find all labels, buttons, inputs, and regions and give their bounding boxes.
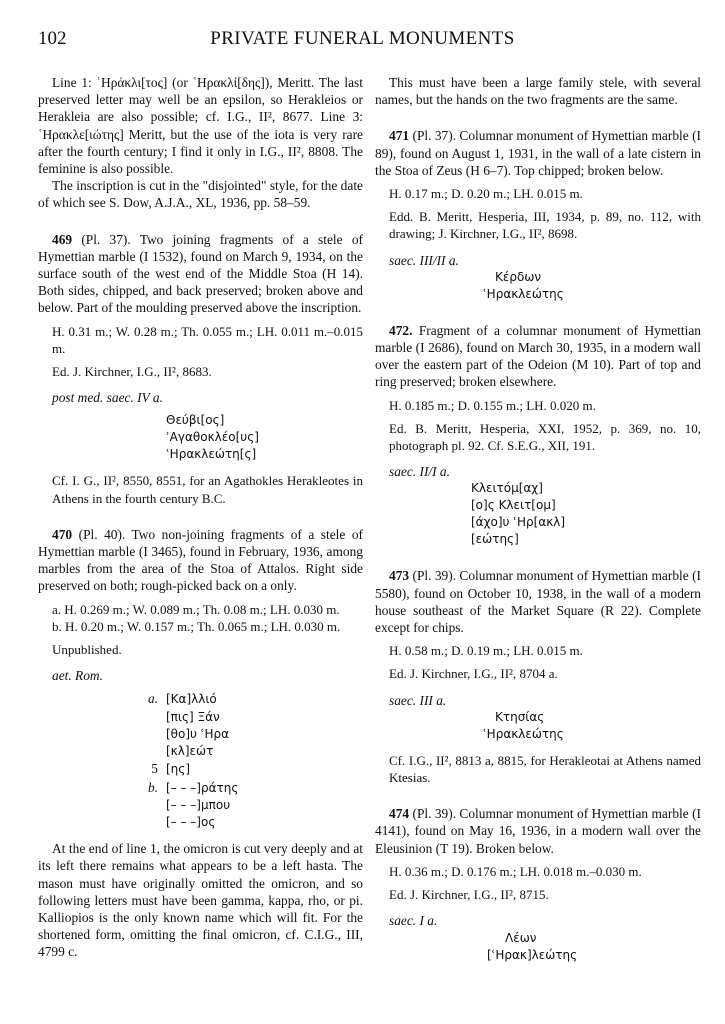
entry-471-date: saec. III/II a. [389, 252, 459, 268]
entry-474-edition: Ed. J. Kirchner, I.G., II², 8715. [389, 887, 549, 903]
entry-471-measures: H. 0.17 m.; D. 0.20 m.; LH. 0.015 m. [389, 186, 583, 202]
entry-469-edition: Ed. J. Kirchner, I.G., II², 8683. [52, 364, 212, 380]
inscription-label: a. [147, 691, 158, 707]
inscription-line: [κλ]εώτ [166, 744, 214, 759]
entry-471-description [375, 127, 701, 179]
inscription-line: ʿΗρακλεώτης [483, 286, 564, 301]
page-number: 102 [38, 28, 67, 49]
entry-471-inscription [375, 269, 701, 303]
inscription-label: b. [147, 779, 158, 795]
entry-470-edition: Unpublished. [52, 642, 122, 658]
inscription-line: [θο]υ ʿΗρα [166, 726, 230, 741]
entry-469-text: (Pl. 37). Two joining fragments of a stele of Hymettian marble (I 1532), found on March 9, 1934, on the surface south of the west end of the Middle Stoa (H 14). Both sides, chipped, and back preserved; broken above and below. Part of the moulding preserved above the inscription. [38, 231, 363, 316]
inscription-line: [ʿΗρακ]λεώτης [487, 947, 578, 962]
entry-473-inscription [375, 709, 701, 743]
entry-473-edition: Ed. J. Kirchner, I.G., II², 8704 a. [389, 666, 558, 682]
inscription-line: [– – –]ος [166, 814, 216, 829]
entry-472-number: 472. [389, 322, 413, 338]
inscription-line: [άχο]υ ʿΗρ[ακλ] [471, 515, 566, 530]
inscription-line: [ης] [166, 762, 191, 777]
entry-470-description [38, 526, 363, 595]
entry-472-measures: H. 0.185 m.; D. 0.155 m.; LH. 0.020 m. [389, 397, 596, 413]
inscription-line: [ο]ς Κλειτ[ομ] [471, 498, 556, 513]
intro-paragraph-1: Line 1: ʿΗράκλι[τος] (or ʿΗρακλί[δης]), Meritt. The last preserved letter may well be an epsilon, so Herakleios or Herakleia are also possible; cf. I.G., II², 8677. Line 3: ʿΗρακλε[ιώτης] Meritt, but the use of the iota is very rare after the fourth century; I find it only in I.G., II², 8808. The feminine is also possible. [38, 75, 363, 177]
entry-473-text: (Pl. 39). Columnar monument of Hymettian marble (I 5580), found on October 10, 1938, in the wall of a modern house southeast of the Market Square (R 22). Complete except for chips. [375, 568, 701, 636]
entry-470-measures-b: b. H. 0.20 m.; W. 0.157 m.; Th. 0.065 m.; LH. 0.030 m. [52, 618, 341, 634]
inscription-line: Θεύβι[ος] [166, 413, 225, 428]
inscription-line: ʿΗρακλεώτης [483, 726, 564, 741]
inscription-line: [εώτης] [471, 532, 519, 547]
entry-472-description [375, 322, 701, 391]
inscription-line: [Κα]λλιό [166, 692, 217, 707]
entry-473-number: 473 [389, 568, 410, 584]
intro-paragraph-2: The inscription is cut in the "disjointed" style, for the date of which see S. Dow, A.J.A., XL, 1936, pp. 58–59. [38, 178, 363, 211]
entry-469-number: 469 [52, 231, 73, 247]
right-column [375, 74, 701, 964]
inscription-line: [– – –]μπου [166, 797, 231, 812]
entry-470-comment: At the end of line 1, the omicron is cut very deeply and at its left there remains what appears to be a left hasta. The mason must have originally omitted the omicron, and so following letters must have been gamma, kappa, rho, or pi. Kalliopios is the only known name which will fit. For the shortened form, omitting the final omicron, cf. C.I.G., III, 4799 c. [38, 841, 363, 960]
entry-470-text: (Pl. 40). Two non-joining fragments of a stele of Hymettian marble (I 3465), found in February, 1936, among marbles from the area of the Stoa of Attalos. Right side preserved on both; rough-picked back on a only. [38, 526, 363, 594]
inscription-label: 5 [151, 761, 158, 777]
entry-473-measures: H. 0.58 m.; D. 0.19 m.; LH. 0.015 m. [389, 643, 583, 659]
entry-472-text: Fragment of a columnar monument of Hymettian marble (I 2686), found on March 30, 1935, in a modern wall over the eastern part of the Odeion (M 10). Part of top and ring preserved; broken elsewhere. [375, 322, 701, 390]
entry-474-date: saec. I a. [389, 913, 438, 929]
entry-470-date: aet. Rom. [52, 668, 103, 684]
entry-471-text: (Pl. 37). Columnar monument of Hymettian marble (I 89), found on August 1, 1931, in the wall of a late cistern in the Stoa of Zeus (H 6–7). Top chipped; broken below. [375, 128, 701, 178]
entry-469-comment: Cf. I. G., II², 8550, 8551, for an Agathokles Herakleotes in Athens in the fourth century B.C. [52, 473, 363, 506]
entry-474-text: (Pl. 39). Columnar monument of Hymettian marble (I 4141), found on May 16, 1936, in a modern wall over the Eleusinion (T 19). Broken below. [375, 806, 701, 856]
entry-470-inscription [38, 690, 363, 831]
inscription-line: [πις] Ξάν [166, 709, 220, 724]
entry-474-inscription [375, 930, 701, 964]
inscription-line: Λέων [505, 930, 537, 945]
entry-469-inscription [38, 412, 363, 463]
entry-473-description [375, 567, 701, 636]
right-intro: This must have been a large family stele, with several names, but the hands on the two fragments are the same. [375, 75, 701, 108]
entry-473-comment: Cf. I.G., II², 8813 a, 8815, for Herakleotai at Athens named Ktesias. [389, 752, 701, 786]
inscription-line: ʿΗρακλεώτη[ς] [166, 447, 257, 462]
inscription-line: Κτησίας [495, 709, 545, 724]
inscription-line: Κέρδων [495, 269, 542, 284]
entry-474-number: 474 [389, 806, 410, 822]
inscription-line: [– – –]ράτης [166, 780, 239, 795]
inscription-line: Κλειτόμ[αχ] [471, 481, 543, 496]
entry-474-measures: H. 0.36 m.; D. 0.176 m.; LH. 0.018 m.–0.030 m. [389, 863, 642, 879]
entry-469-date: post med. saec. IV a. [52, 390, 163, 406]
entry-471-edition: Edd. B. Meritt, Hesperia, III, 1934, p. 89, no. 112, with drawing; J. Kirchner, I.G., II², 8698. [389, 209, 701, 242]
entry-470-measures-a: a. H. 0.269 m.; W. 0.089 m.; Th. 0.08 m.; LH. 0.030 m. [52, 601, 340, 617]
running-title: PRIVATE FUNERAL MONUMENTS [210, 28, 515, 49]
entry-470-number: 470 [52, 526, 73, 542]
left-column [38, 74, 363, 961]
entry-472-date: saec. II/I a. [389, 464, 450, 480]
entry-474-description [375, 805, 701, 857]
entry-471-number: 471 [389, 128, 410, 144]
entry-472-inscription [375, 480, 701, 548]
entry-472-edition: Ed. B. Meritt, Hesperia, XXI, 1952, p. 369, no. 10, photograph pl. 92. Cf. S.E.G., XII, 191. [389, 420, 701, 454]
entry-469-measures: H. 0.31 m.; W. 0.28 m.; Th. 0.055 m.; LH. 0.011 m.–0.015 m. [52, 323, 363, 356]
entry-469-description [38, 231, 363, 317]
inscription-line: ʾΑγαθοκλέο[υς] [166, 430, 259, 445]
entry-473-date: saec. III a. [389, 692, 447, 708]
